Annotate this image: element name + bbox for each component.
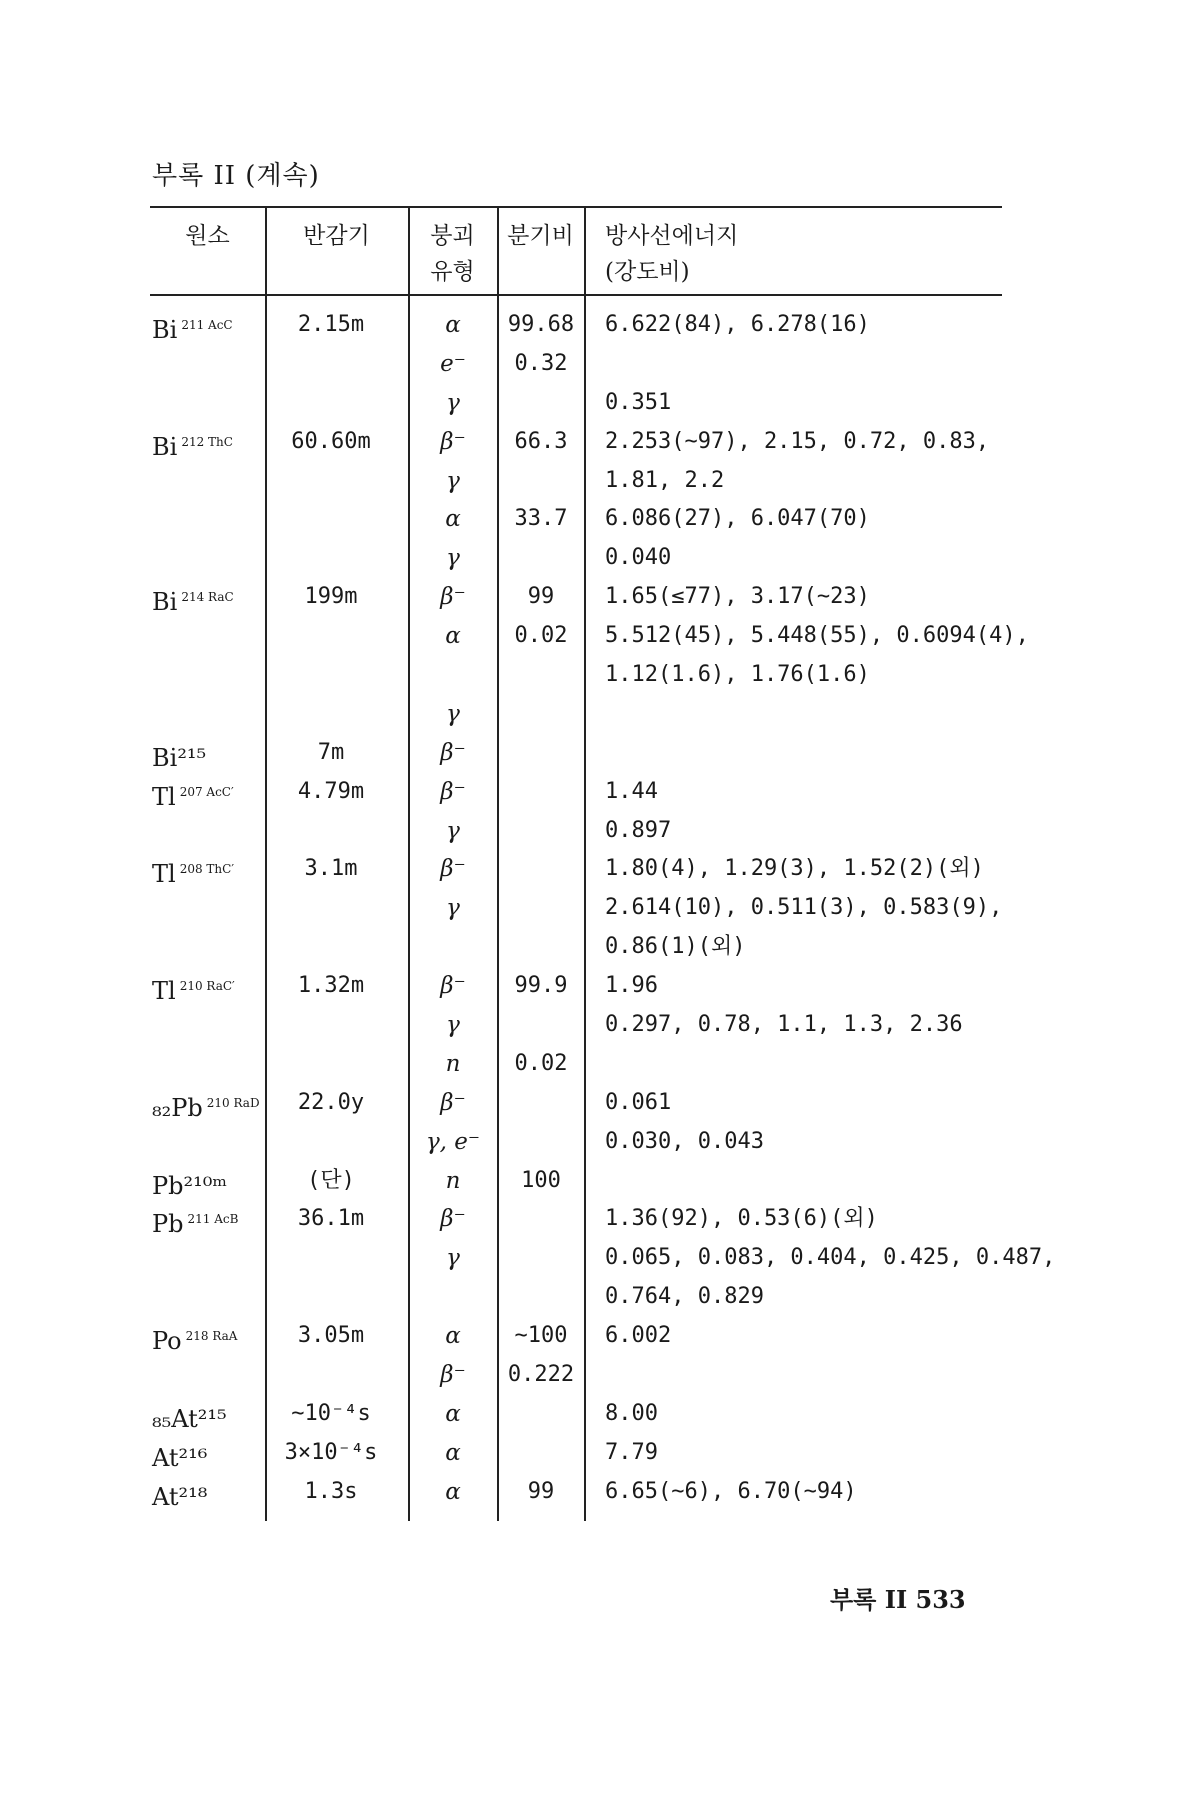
decay-mode-cell: β⁻ [440,778,466,805]
element-cell [150,1084,264,1128]
decay-mode-cell: γ [446,700,460,727]
element-cell [150,889,264,933]
table-row [150,1317,1002,1356]
energy-cell: 0.030, 0.043 [605,1128,764,1154]
table-body [150,306,1056,1512]
decay-mode-cell: β⁻ [440,856,466,883]
table-row [150,967,1002,1006]
element-cell [150,500,264,544]
page-footer: 부록 II 533 [830,1585,966,1614]
decay-mode-cell: γ [446,1245,460,1272]
branching-cell: 0.32 [514,350,568,376]
branching-cell: ~100 [514,1323,568,1349]
decay-mode-cell: α [445,1439,461,1466]
half-life-cell: 4.79m [297,778,365,804]
energy-cell: 0.061 [605,1089,672,1115]
decay-mode-cell: β⁻ [440,428,466,455]
table-row [150,1200,1002,1239]
half-life-cell: (단) [307,1167,355,1193]
element-cell [150,345,264,389]
decay-mode-cell: β⁻ [440,584,466,611]
element-isotope-label: 212 ThC [181,434,233,449]
decay-mode-cell: α [445,1478,461,1505]
branching-cell: 99 [527,584,555,610]
element-cell [150,1162,264,1206]
half-life-cell: 1.3s [304,1478,358,1504]
half-life-cell: 3×10⁻⁴s [284,1439,378,1465]
table-row [150,1473,1002,1512]
table-row [150,306,1002,345]
half-life-cell: 60.60m [291,428,371,454]
table-row [150,928,1002,967]
energy-cell: 6.086(27), 6.047(70) [605,506,870,532]
table-row [150,1084,1002,1123]
element-isotope-label: 211 AcC [181,318,233,332]
half-life-cell: 22.0y [297,1089,365,1115]
table-row [150,1162,1002,1201]
element-cell [150,1045,264,1089]
energy-cell: 0.86(1)(외) [605,934,746,960]
decay-mode-cell: γ [446,467,460,494]
table-row [150,850,1002,889]
header-energy [605,218,985,290]
element-isotope-label: 208 ThC′ [179,862,235,877]
half-life-cell: 3.05m [297,1323,365,1349]
element-symbol: At²¹⁶ [152,1443,208,1472]
element-isotope-label: 211 AcB [187,1212,239,1227]
energy-cell: 0.351 [605,389,672,415]
half-life-cell: 2.15m [297,312,365,337]
table-row [150,423,1002,462]
half-life-cell: 36.1m [297,1206,365,1232]
element-cell [150,695,264,739]
table-row [150,812,1002,851]
decay-mode-cell: β⁻ [440,1206,466,1233]
element-cell [150,967,264,1011]
half-life-cell: 3.1m [304,856,358,882]
element-isotope-label: 210 RaD [206,1095,260,1110]
branching-cell: 99.9 [514,973,568,999]
table-row [150,617,1029,656]
energy-cell: 1.44 [605,778,658,804]
energy-cell: 6.622(84), 6.278(16) [605,312,870,337]
element-symbol: Tl [152,860,176,889]
decay-mode-cell: n [445,1167,461,1194]
element-cell [150,1123,264,1167]
decay-mode-cell: γ [446,1012,460,1039]
element-cell [150,384,264,428]
energy-cell: 0.764, 0.829 [605,1284,764,1310]
table-row [150,1356,1002,1395]
decay-mode-cell: β⁻ [440,973,466,1000]
energy-cell: 1.81, 2.2 [605,467,725,493]
energy-cell: 7.79 [605,1439,658,1465]
energy-cell: 0.297, 0.78, 1.1, 1.3, 2.36 [605,1012,963,1038]
element-cell [150,462,264,506]
table-row [150,578,1002,617]
table-row [150,384,1002,423]
header-half-life: 반감기 [303,223,370,249]
element-symbol: Tl [152,782,176,811]
element-symbol: Bi [152,316,178,344]
branching-cell: 0.02 [514,623,568,649]
energy-cell: 2.614(10), 0.511(3), 0.583(9), [605,895,1003,921]
element-symbol: Bi [152,432,178,461]
branching-cell: 33.7 [514,506,568,532]
element-cell [150,812,264,856]
element-cell [150,1278,264,1322]
element-symbol: At²¹⁸ [152,1482,208,1511]
energy-cell: 1.80(4), 1.29(3), 1.52(2)(외) [605,856,984,882]
table-header-rule [150,294,1002,296]
element-isotope-label: 218 RaA [185,1329,238,1344]
branching-cell: 66.3 [514,428,568,454]
element-cell [150,850,264,894]
energy-cell: 0.065, 0.083, 0.404, 0.425, 0.487, [605,1245,1056,1271]
element-cell [150,1239,264,1283]
decay-data-table [150,206,1056,1521]
header-decay-mode-line2: 유형 [430,259,475,285]
branching-cell: 99.68 [507,312,575,337]
energy-cell: 6.002 [605,1323,672,1349]
energy-cell: 6.65(~6), 6.70(~94) [605,1478,857,1504]
element-isotope-label: 207 AcC′ [179,784,234,799]
energy-cell: 1.65(≤77), 3.17(~23) [605,584,870,610]
branching-cell: 0.02 [514,1050,568,1076]
table-row [150,1239,1056,1278]
decay-mode-cell: γ [446,895,460,922]
energy-cell: 1.12(1.6), 1.76(1.6) [605,662,870,688]
element-symbol: Pb [152,1210,184,1239]
branching-cell: 0.222 [507,1362,575,1388]
element-cell [150,539,264,583]
table-row [150,734,1002,773]
decay-mode-cell: n [445,1050,461,1077]
element-cell [150,1356,264,1400]
energy-cell: 5.512(45), 5.448(55), 0.6094(4), [605,623,1029,649]
element-symbol: Tl [152,977,176,1006]
decay-mode-cell: γ [446,817,460,844]
element-cell [150,1395,264,1439]
header-energy-line2: (강도비) [605,259,690,285]
decay-mode-cell: α [445,1323,461,1350]
element-isotope-label: 210 RaC′ [179,979,235,994]
decay-mode-cell: γ [446,389,460,416]
table-row [150,1045,1002,1084]
half-life-cell: ~10⁻⁴s [291,1400,371,1426]
decay-mode-cell: α [445,1400,461,1427]
element-cell [150,578,264,622]
element-cell [150,734,264,778]
energy-cell: 8.00 [605,1400,658,1426]
branching-cell: 100 [521,1167,561,1193]
energy-cell: 0.897 [605,817,672,843]
decay-mode-cell: β⁻ [440,739,466,766]
element-cell [150,306,264,350]
table-top-rule [150,206,1002,208]
table-row [150,500,1002,539]
element-cell [150,773,264,817]
element-isotope-label: 214 RaC [181,590,234,605]
element-cell [150,1473,264,1517]
decay-mode-cell: α [445,623,461,650]
element-cell [150,1006,264,1050]
element-cell [150,1317,264,1361]
element-symbol: Bi [152,588,178,617]
energy-cell: 2.253(~97), 2.15, 0.72, 0.83, [605,428,990,454]
table-row [150,1434,1002,1473]
table-row [150,695,1002,734]
element-cell [150,617,264,661]
decay-mode-cell: γ, e⁻ [425,1128,481,1155]
element-symbol: Bi²¹⁵ [152,743,207,772]
element-symbol: Pb²¹⁰ᵐ [152,1171,228,1200]
decay-mode-cell: β⁻ [440,1362,466,1389]
decay-mode-cell: α [445,312,461,338]
element-cell [150,1200,264,1244]
energy-cell: 1.36(92), 0.53(6)(외) [605,1206,878,1232]
table-row [150,1123,1002,1162]
element-cell [150,423,264,467]
element-cell [150,1434,264,1478]
header-element: 원소 [185,223,230,249]
decay-mode-cell: γ [446,545,460,572]
element-cell [150,656,264,700]
header-decay-mode-line1: 붕괴 [430,223,475,249]
table-row [150,889,1002,928]
table-row [150,1395,1002,1434]
element-cell [150,928,264,972]
decay-mode-cell: e⁻ [440,350,466,377]
element-symbol: ₈₂Pb [152,1093,203,1122]
table-row [150,1006,1002,1045]
decay-mode-cell: α [445,506,461,533]
table-row [150,773,1002,812]
element-symbol: Po [152,1327,182,1356]
half-life-cell: 1.32m [297,973,365,999]
energy-cell: 0.040 [605,545,672,571]
table-row [150,656,1002,695]
header-energy-line1: 방사선에너지 [605,223,739,249]
table-row [150,539,1002,578]
table-row [150,462,1002,501]
element-symbol: ₈₅At²¹⁵ [152,1404,227,1433]
header-branching: 분기비 [507,223,574,249]
decay-mode-cell: β⁻ [440,1089,466,1116]
half-life-cell: 7m [317,739,345,765]
energy-cell: 1.96 [605,973,658,999]
branching-cell: 99 [527,1478,555,1504]
page-heading: 부록 II (계속) [152,161,320,191]
table-row [150,1278,1002,1317]
header-decay-mode [408,218,497,290]
table-row [150,345,1002,384]
half-life-cell: 199m [304,584,358,610]
